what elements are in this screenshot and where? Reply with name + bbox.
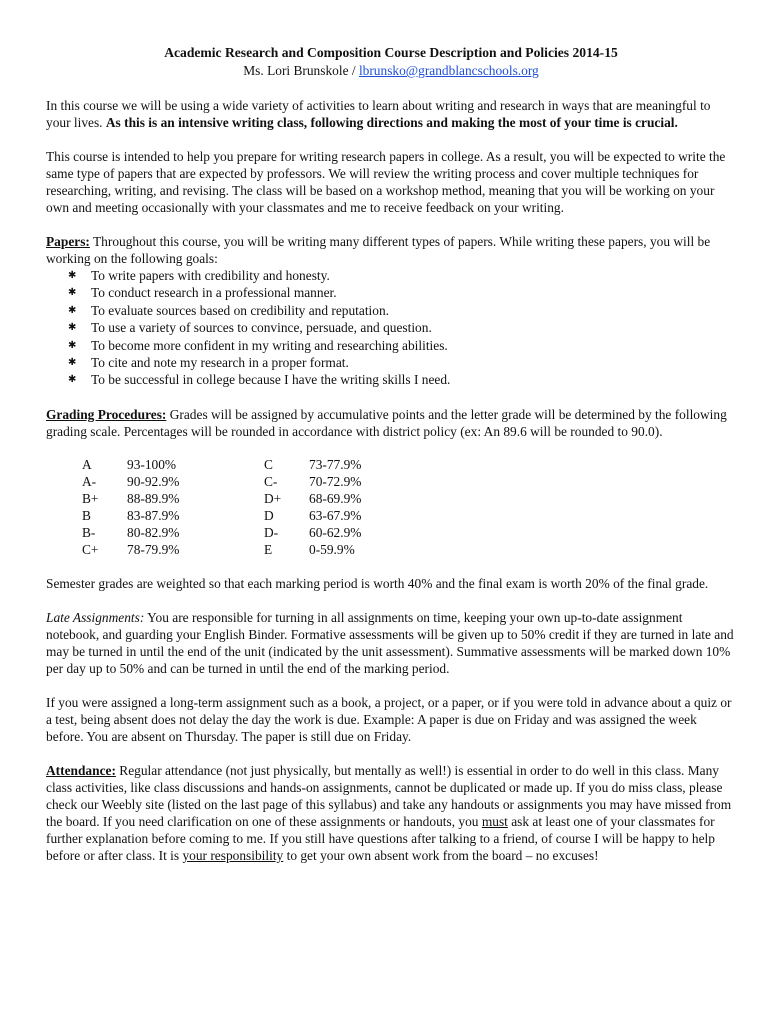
table-row (82, 490, 429, 507)
late-assignments-paragraph (46, 609, 736, 677)
papers-paragraph (46, 233, 736, 267)
goal-text: To become more confident in my writing and researching abilities. (91, 337, 448, 353)
list-item (46, 267, 736, 284)
goal-text: To evaluate sources based on credibility and reputation. (91, 302, 390, 318)
grade-letter: C- (264, 473, 278, 489)
asterisk-bullet-icon: ✱ (68, 270, 77, 281)
grading-heading: Grading Procedures: (46, 406, 167, 422)
table-row (82, 541, 429, 558)
document-title: Academic Research and Composition Course Description and Policies 2014-15 (164, 45, 618, 60)
goal-text: To cite and note my research in a proper format. (91, 355, 349, 371)
grade-letter: A (82, 456, 92, 472)
grade-letter: B (82, 507, 91, 523)
grading-scale-table (82, 456, 429, 558)
grade-range: 80-82.9% (127, 524, 180, 540)
papers-heading: Papers: (46, 234, 90, 249)
intro-bold-text: As this is an intensive writing class, following directions and making the most of your time is crucial. (105, 115, 678, 130)
syllabus-page (46, 40, 736, 881)
responsibility-emphasis: your responsibility (182, 847, 284, 863)
grade-letter: C (264, 456, 273, 472)
grade-letter: A- (82, 473, 97, 489)
goal-text: To write papers with credibility and honesty. (91, 268, 330, 283)
list-item (46, 284, 736, 301)
semester-paragraph: Semester grades are weighted so that each marking period is worth 40% and the final exam is worth 20% of the final grade. (46, 575, 709, 591)
grading-text: Grades will be assigned by accumulative points and the letter grade will be determined by the following grading scale. Percentages will be rounded in accordance with district policy (ex: An 89.6 will be rounded to 90.0). (46, 406, 727, 439)
papers-text: Throughout this course, you will be writing many different types of papers. While writing these papers, you will be working on the following goals: (46, 234, 711, 266)
grade-range: 60-62.9% (309, 524, 362, 540)
attendance-paragraph (46, 762, 736, 864)
grade-range: 73-77.9% (309, 456, 362, 472)
asterisk-bullet-icon: ✱ (68, 357, 77, 369)
list-item (46, 371, 736, 388)
attendance-text-end: to get your own absent work from the board – no excuses! (283, 847, 599, 863)
attendance-text: Regular attendance (not just physically, but mentally as well!) is essential in order to do well in this class. Many class activities, like class discussions and hands-on assignments, cannot be duplicated or made up. If you do miss class, please check our Weebly site (listed on the last page of this syllabus) and take any handouts or assignments you may have missed from the board. If you need clarification on one of these assignments or handouts, you (46, 762, 732, 829)
grade-range: 90-92.9% (127, 473, 180, 489)
grade-range: 78-79.9% (127, 541, 180, 557)
intro-text: In this course we will be using a wide variety of activities to learn about writing and research in ways that are meaningful to your lives. (46, 98, 711, 130)
late-assignments-text: You are responsible for turning in all assignments on time, keeping your own up-to-date assignment notebook, and guarding your English Binder. Formative assessments will be given up to 50% credit if they are turned in late and may be turned in until the end of the unit (indicated by the unit assessment). Summative assessments will be marked down 10% per day up to 50% and can be turned in until the end of the marking period. (46, 609, 734, 676)
asterisk-bullet-icon: ✱ (68, 304, 77, 316)
grade-range: 0-59.9% (309, 541, 355, 557)
must-emphasis: must (481, 813, 508, 829)
teacher-email-link[interactable]: lbrunsko@grandblancschools.org (358, 63, 539, 78)
teacher-line (46, 62, 736, 80)
goal-text: To conduct research in a professional manner. (91, 285, 337, 301)
grade-letter: C+ (82, 541, 99, 557)
table-row (82, 473, 429, 490)
list-item (46, 354, 736, 371)
purpose-paragraph: This course is intended to help you prepare for writing research papers in college. As a result, you will be expected to write the same type of papers that are expected by professors. We will review the writing process and cover multiple techniques for researching, writing, and revising. The class will be based on a workshop method, meaning that you will be working on your own and meeting occasionally with your classmates and me to receive feedback on your writing. (46, 149, 726, 215)
grade-range: 88-89.9% (127, 490, 180, 506)
grade-letter: E (264, 541, 273, 557)
goal-text: To use a variety of sources to convince, persuade, and question. (91, 320, 432, 336)
list-item (46, 337, 736, 354)
separator: / (348, 63, 359, 78)
asterisk-bullet-icon: ✱ (68, 339, 77, 351)
late-assignments-heading: Late Assignments: (46, 609, 145, 625)
long-term-paragraph: If you were assigned a long-term assignment such as a book, a project, or a paper, or if you were told in advance about a quiz or a test, being absent does not delay the day the work is due. Example: A paper is due on Friday and was assigned the week before. You are absent on Thursday. The paper is still due on Friday. (46, 694, 732, 744)
asterisk-bullet-icon: ✱ (68, 287, 77, 299)
grading-paragraph (46, 406, 736, 440)
attendance-heading: Attendance: (46, 762, 116, 778)
list-item (46, 302, 736, 319)
table-row (82, 456, 429, 473)
asterisk-bullet-icon: ✱ (68, 322, 77, 334)
table-row (82, 507, 429, 524)
grade-letter: B- (82, 524, 96, 540)
asterisk-bullet-icon: ✱ (68, 374, 77, 386)
table-row (82, 524, 429, 541)
grade-letter: D+ (264, 490, 282, 506)
grade-range: 70-72.9% (309, 473, 362, 489)
grade-range: 93-100% (127, 456, 177, 472)
goals-list (46, 267, 736, 389)
grade-range: 68-69.9% (309, 490, 362, 506)
grade-letter: D (264, 507, 274, 523)
attendance-text-continued: ask at least one of your classmates for further explanation before coming to me. If you still have questions after talking to a friend, of course I will be happy to help before or after class. It is (46, 813, 715, 863)
teacher-name: Ms. Lori Brunskole (243, 63, 349, 78)
intro-paragraph (46, 97, 736, 131)
goal-text: To be successful in college because I have the writing skills I need. (91, 372, 451, 388)
list-item (46, 319, 736, 336)
grade-range: 83-87.9% (127, 507, 180, 523)
grade-letter: B+ (82, 490, 99, 506)
grade-range: 63-67.9% (309, 507, 362, 523)
grade-letter: D- (264, 524, 279, 540)
